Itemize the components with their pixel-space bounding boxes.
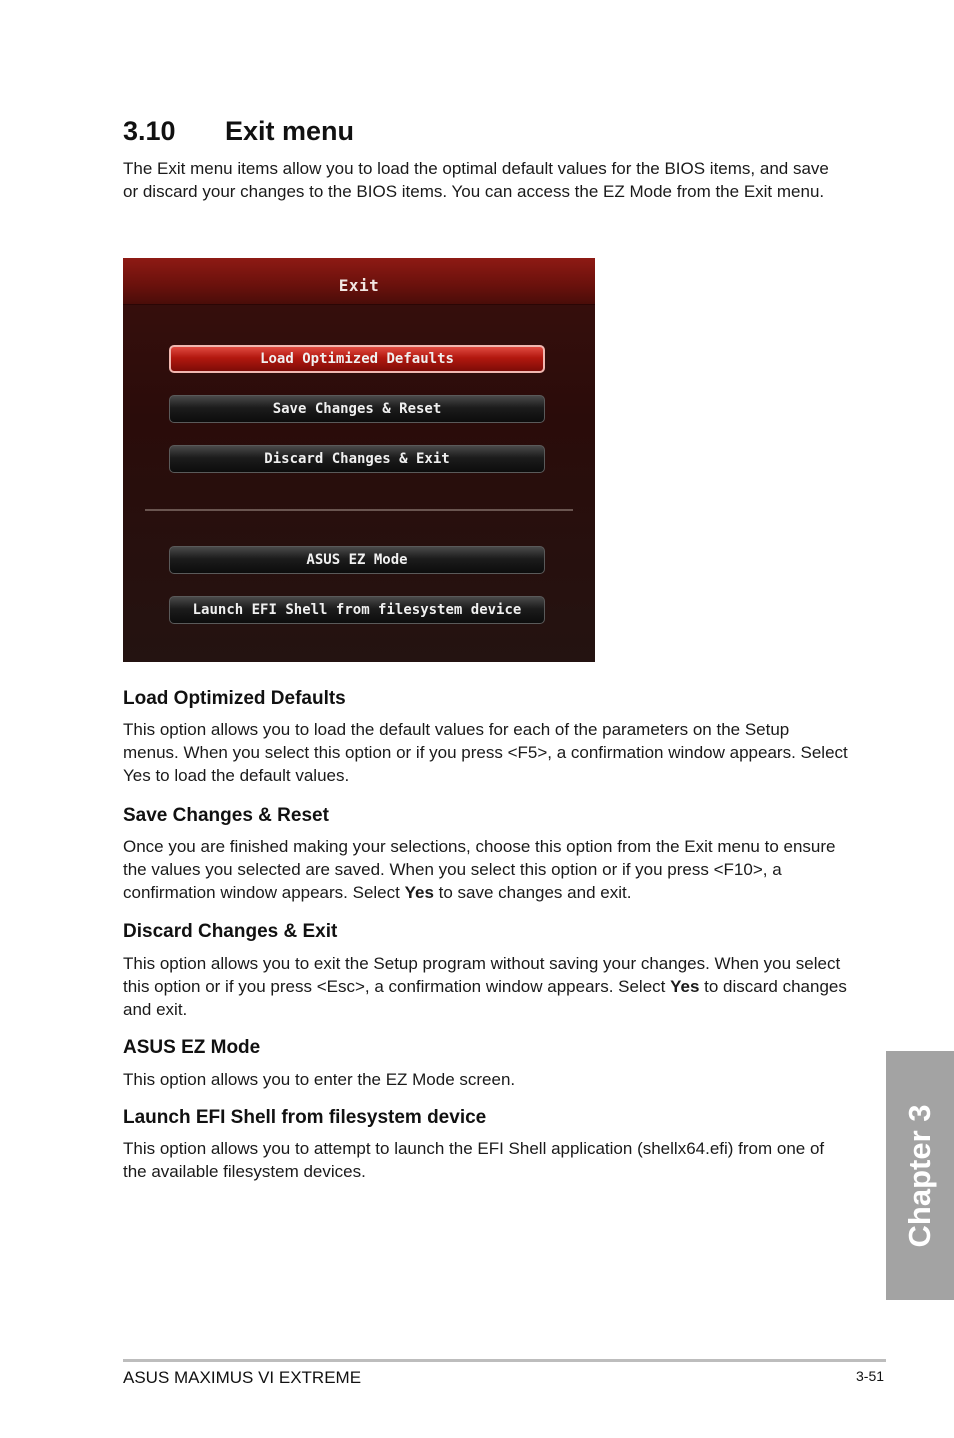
item-desc-launch-efi-shell: This option allows you to attempt to launch the EFI Shell application (shellx64.efi) from one of the available filesystem devices. [123,1139,825,1181]
item-desc-save-changes-reset [123,835,848,904]
desc-bold-yes: Yes [404,883,434,902]
bios-title: Exit [338,276,380,295]
item-heading-asus-ez-mode: ASUS EZ Mode [123,1037,261,1058]
load-optimized-defaults-button[interactable]: Load Optimized Defaults [169,345,545,373]
chapter-tab-label: Chapter 3 [902,1104,937,1247]
footer-page-number: 3-51 [856,1368,885,1384]
item-heading-launch-efi-shell: Launch EFI Shell from filesystem device [123,1107,487,1128]
item-desc-asus-ez-mode: This option allows you to enter the EZ Mode screen. [123,1070,516,1089]
section-title-text: Exit menu [225,116,355,146]
discard-changes-exit-button[interactable]: Discard Changes & Exit [169,445,545,473]
section-title [123,116,354,147]
bios-header [123,258,595,305]
launch-efi-shell-button[interactable]: Launch EFI Shell from filesystem device [169,596,545,624]
item-heading-load-optimized-defaults: Load Optimized Defaults [123,688,346,709]
item-heading-save-changes-reset: Save Changes & Reset [123,805,329,826]
item-desc-load-optimized-defaults: This option allows you to load the default values for each of the parameters on the Setup menus. When you select this option or if you press <F5>, a confirmation window appears. Select Yes to load the default values. [123,720,848,785]
footer-product-name: ASUS MAXIMUS VI EXTREME [123,1368,362,1387]
desc-text: to save changes and exit. [433,883,632,902]
item-heading-discard-changes-exit: Discard Changes & Exit [123,921,338,942]
intro-paragraph: The Exit menu items allow you to load the optimal default values for the BIOS items, and save or discard your changes to the BIOS items. You can access the EZ Mode from the Exit menu. [123,159,829,201]
item-desc-discard-changes-exit [123,952,848,1021]
section-number: 3.10 [123,116,176,146]
desc-text: Once you are finished making your selections, choose this option from the Exit menu to ensure the values you selected are saved. When you select this option or if you press <F10>, a confirmation window appears. Select [123,837,836,902]
footer-rule [123,1359,886,1362]
bios-exit-screenshot [123,258,595,662]
desc-text: This option allows you to exit the Setup program without saving your changes. When you select this option or if you press <Esc>, a confirmation window appears. Select [123,954,841,996]
bios-separator [145,509,573,511]
desc-bold-yes: Yes [670,977,700,996]
desc-text: to discard changes and exit. [123,977,847,1019]
asus-ez-mode-button[interactable]: ASUS EZ Mode [169,546,545,574]
save-changes-reset-button[interactable]: Save Changes & Reset [169,395,545,423]
chapter-tab [886,1051,954,1300]
